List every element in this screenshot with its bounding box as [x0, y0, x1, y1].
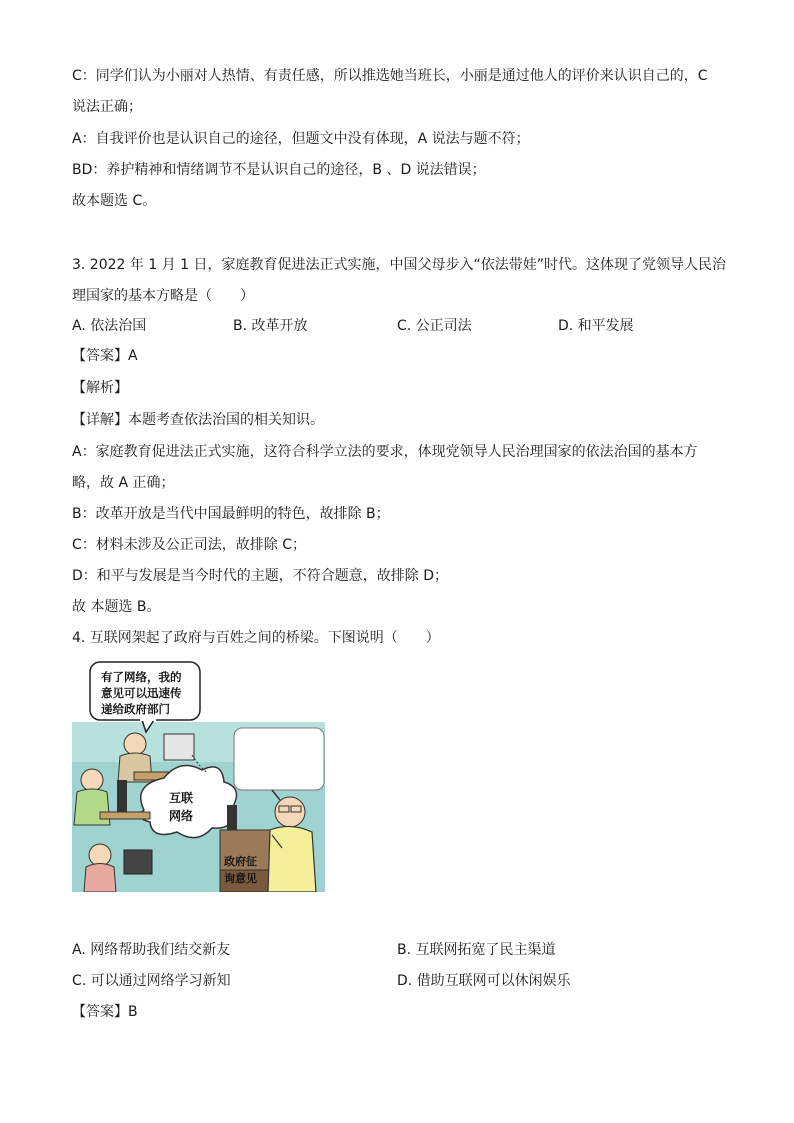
- q2-c-line2: 说法正确；: [72, 99, 142, 115]
- q2-a-line: A：自我评价也是认识自己的途径，但题文中没有体现，A 说法与题不符；: [72, 131, 530, 147]
- q3-a-line2: 略，故 A 正确；: [72, 475, 175, 491]
- q4-cartoon-figure: [72, 660, 325, 892]
- q3-a-line1: A：家庭教育促进法正式实施，这符合科学立法的要求，体现党领导人民治理国家的依法治国的基本方: [72, 444, 698, 460]
- cartoon-illustration: [72, 660, 325, 892]
- q3-d-line: D：和平与发展是当今时代的主题，不符合题意，故排除 D；: [72, 568, 449, 584]
- cloud-text-1: 互联: [169, 791, 194, 805]
- empty-speech-bubble: [234, 728, 324, 790]
- q3-b-line: B：改革开放是当代中国最鲜明的特色，故排除 B；: [72, 506, 390, 522]
- q3-analysis-label: 【解析】: [72, 380, 128, 396]
- q3-option-d: D. 和平发展: [558, 318, 634, 334]
- monitor-top: [164, 734, 194, 760]
- monitor-left: [117, 780, 127, 812]
- q4-answer: 【答案】B: [72, 1004, 138, 1020]
- q2-c-line1: C：同学们认为小丽对人热情、有责任感，所以推选她当班长，小丽是通过他人的评价来认识自己的，C: [72, 68, 708, 84]
- q3-conclusion: 故 本题选 B。: [72, 599, 161, 615]
- q3-option-b: B. 改革开放: [233, 318, 308, 334]
- q3-option-c: C. 公正司法: [397, 318, 472, 334]
- desk-text-1: 政府征: [224, 855, 257, 868]
- q4-option-d: D. 借助互联网可以休闲娱乐: [397, 973, 571, 989]
- q3-option-a: A. 依法治国: [72, 318, 147, 334]
- q4-option-b: B. 互联网拓宽了民主渠道: [397, 942, 556, 958]
- q3-answer: 【答案】A: [72, 348, 138, 364]
- q3-stem-line2: 理国家的基本方略是（ ）: [72, 288, 254, 304]
- q3-detail: 【详解】本题考查依法治国的相关知识。: [72, 412, 324, 428]
- person-left: [81, 769, 103, 791]
- q3-c-line: C：材料未涉及公正司法，故排除 C；: [72, 537, 307, 553]
- q3-stem-line1: 3. 2022 年 1 月 1 日，家庭教育促进法正式实施，中国父母步入“依法带娃”时代。这体现了党领导人民治: [72, 257, 727, 273]
- bubble-text-1: 有了网络，我的: [101, 670, 182, 684]
- q4-option-c: C. 可以通过网络学习新知: [72, 973, 231, 989]
- bubble-text-2: 意见可以迅速传: [101, 686, 182, 700]
- monitor-official: [227, 805, 237, 830]
- cloud-text-2: 网络: [169, 809, 194, 823]
- q4-stem: 4. 互联网架起了政府与百姓之间的桥梁。下图说明（ ）: [72, 630, 440, 646]
- q2-conclusion: 故本题选 C。: [72, 193, 157, 209]
- bubble-text-3: 递给政府部门: [101, 702, 170, 716]
- monitor-bottom: [124, 850, 152, 874]
- desk-text-2: 询意见: [224, 872, 257, 885]
- q2-bd-line: BD：养护精神和情绪调节不是认识自己的途径，B 、D 说法错误；: [72, 162, 486, 178]
- q4-option-a: A. 网络帮助我们结交新友: [72, 942, 231, 958]
- person-bottom: [89, 844, 111, 866]
- person-top: [124, 733, 146, 755]
